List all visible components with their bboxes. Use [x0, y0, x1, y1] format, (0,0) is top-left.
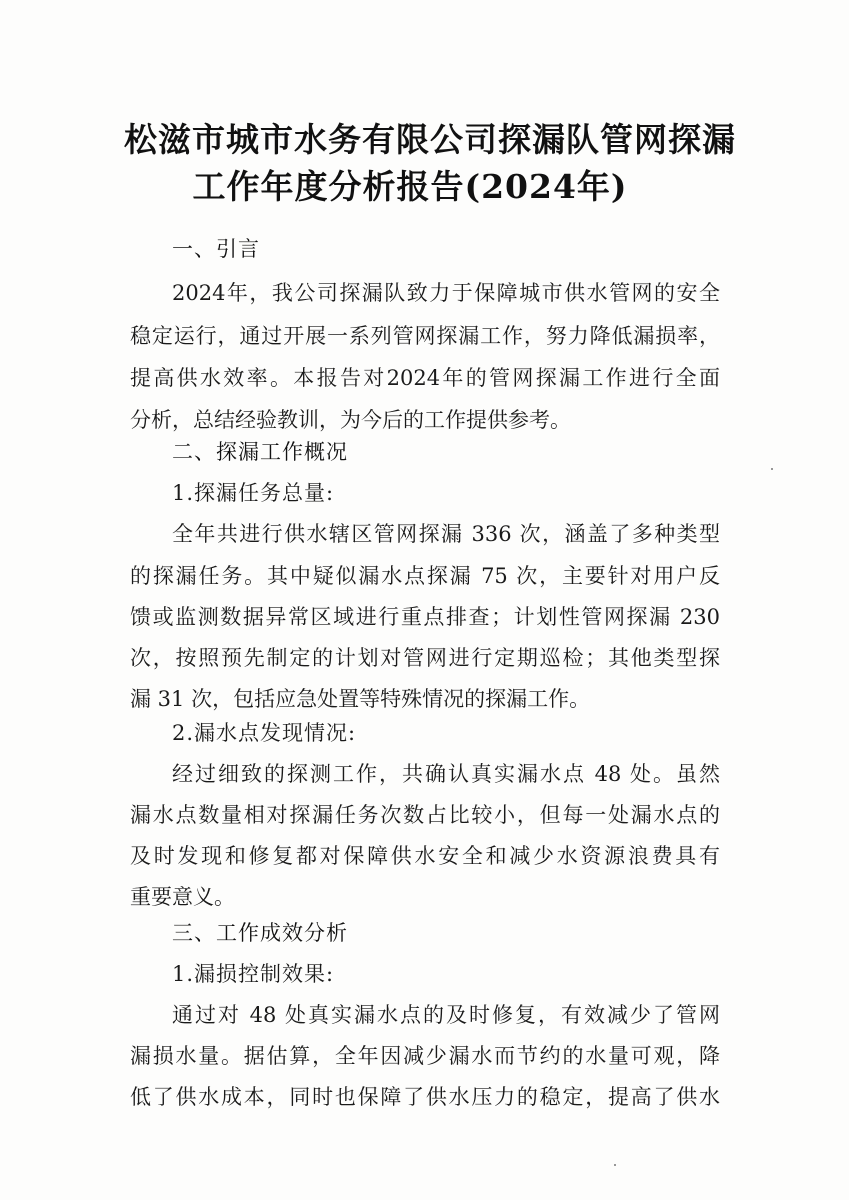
paragraph-line: 的探漏任务。其中疑似漏水点探漏 75 次，主要针对用户反: [130, 564, 720, 588]
paragraph-line: 漏水点数量相对探漏任务次数占比较小，但每一处漏水点的: [130, 803, 720, 827]
section-3-heading: 三、工作成效分析: [172, 921, 348, 945]
paragraph-line: 漏损水量。据估算，全年因减少漏水而节约的水量可观，降: [130, 1044, 720, 1068]
section-1-heading: 一、引言: [172, 237, 260, 261]
paragraph-line: 全年共进行供水辖区管网探漏 336 次，涵盖了多种类型: [172, 522, 720, 546]
subsection-heading: 2.漏水点发现情况:: [172, 721, 357, 745]
paragraph-line: 低了供水成本，同时也保障了供水压力的稳定，提高了供水: [130, 1085, 720, 1109]
paragraph-line: 提高供水效率。本报告对2024年的管网探漏工作进行全面: [130, 366, 720, 390]
paragraph-line: 重要意义。: [130, 885, 235, 909]
document-title-line-1: 松滋市城市水务有限公司探漏队管网探漏: [124, 120, 736, 159]
scan-speck: [771, 468, 773, 470]
paragraph-line: 馈或监测数据异常区域进行重点排查；计划性管网探漏 230: [130, 605, 720, 629]
paragraph-line: 及时发现和修复都对保障供水安全和减少水资源浪费具有: [130, 844, 720, 868]
section-2-heading: 二、探漏工作概况: [172, 440, 348, 464]
paragraph-line: 稳定运行，通过开展一系列管网探漏工作，努力降低漏损率，: [130, 324, 720, 348]
paragraph-line: 漏 31 次，包括应急处置等特殊情况的探漏工作。: [130, 687, 591, 711]
paragraph-line: 经过细致的探测工作，共确认真实漏水点 48 处。虽然: [172, 762, 720, 786]
paragraph-line: 2024年，我公司探漏队致力于保障城市供水管网的安全: [172, 281, 720, 305]
scan-speck: [614, 1164, 616, 1166]
paragraph-line: 通过对 48 处真实漏水点的及时修复，有效减少了管网: [172, 1003, 720, 1027]
subsection-heading: 1.探漏任务总量:: [172, 481, 335, 505]
paragraph-line: 次，按照预先制定的计划对管网进行定期巡检；其他类型探: [130, 646, 720, 670]
paragraph-line: 分析，总结经验教训，为今后的工作提供参考。: [130, 408, 571, 432]
subsection-heading: 1.漏损控制效果:: [172, 962, 335, 986]
document-title-line-2: 工作年度分析报告(2024年): [192, 167, 628, 206]
